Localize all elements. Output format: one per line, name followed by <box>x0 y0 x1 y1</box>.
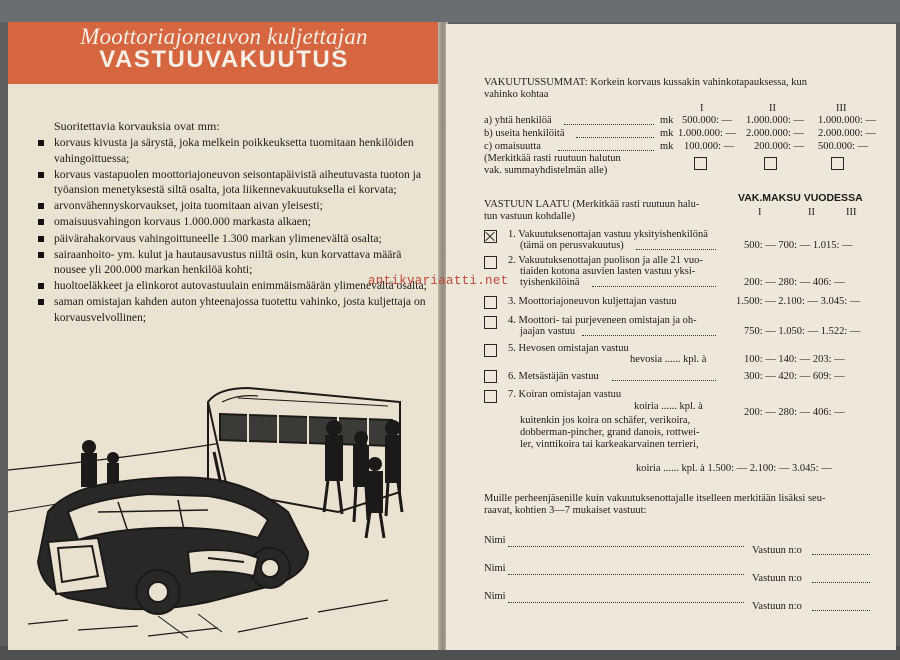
sums-value-iii: 2.000.000: — <box>818 128 877 139</box>
item-1-prices: 500: — 700: — 1.015: — <box>744 240 853 251</box>
dog-note-line-2: dobberman-pincher, grand danois, rottwei- <box>520 427 700 438</box>
vastuu-field[interactable] <box>812 610 870 611</box>
list-item: korvaus kivusta ja särystä, joka melkein poikkeuksetta tuomitaan henkilöiden vahingoittuessa; <box>34 135 434 166</box>
quality-header-line-1: VASTUUN LAATU (Merkitkää rasti ruutuun halu- <box>484 199 700 210</box>
dog-note-line-3: ler, vinttikoira tai karkeakarvainen terrieri, <box>520 439 699 450</box>
quality-header-line-2: tun vastuun kohdalle) <box>484 211 575 222</box>
sums-value-i: 1.000.000: — <box>678 128 737 139</box>
col-header-iii: III <box>836 103 847 114</box>
list-item: omaisuusvahingon korvaus 1.000.000 markasta alkaen; <box>34 214 434 230</box>
name-field[interactable] <box>508 546 744 547</box>
item-3-line-1: 3. Moottoriajoneuvon kuljettajan vastuu <box>508 296 677 307</box>
item-5-line-1: 5. Hevosen omistajan vastuu <box>508 343 629 354</box>
vastuu-field[interactable] <box>812 554 870 555</box>
list-item: korvaus vastapuolen moottoriajoneuvon seisontapäivistä aiheutuvasta tuoton ja työansion menetyksestä siltä osalta, jota liikennevakuutuksella ei korvata; <box>34 167 434 198</box>
item-1-line-2: (tämä on perusvakuutus) <box>520 240 624 251</box>
item-5-checkbox[interactable] <box>484 344 497 357</box>
compensation-list <box>34 135 434 326</box>
vastuu-label: Vastuun n:o <box>752 573 802 584</box>
sums-unit: mk <box>660 115 674 126</box>
sums-value-i: 100.000: — <box>684 141 735 152</box>
item-4-line-2: jaajan vastuu <box>520 326 576 337</box>
item-2-line-1: 2. Vakuutuksenottajan puolison ja alle 21 vuo- <box>508 255 703 266</box>
right-page <box>446 24 896 650</box>
sums-header-line-1: VAKUUTUSSUMMAT: Korkein korvaus kussakin vahinkotapauksessa, kun <box>484 77 808 88</box>
family-note-line-2: raavat, kohtien 3—7 mukaiset vastuut: <box>484 505 647 516</box>
premium-col-iii: III <box>846 207 857 218</box>
list-item: arvonvähennyskorvaukset, joita tuomitaan aivan yleisesti; <box>34 198 434 214</box>
title-banner <box>8 22 440 84</box>
list-item: sairaanhoito- ym. kulut ja hautausavustus niiltä osin, kun korvattava määrä nousee yli 200.000 markan henkilöä kohti; <box>34 247 434 278</box>
item-4-checkbox[interactable] <box>484 316 497 329</box>
sums-unit: mk <box>660 141 674 152</box>
premium-header: VAK.MAKSU VUODESSA <box>738 192 863 204</box>
name-field[interactable] <box>508 602 744 603</box>
sums-value-ii: 200.000: — <box>754 141 805 152</box>
item-3-checkbox[interactable] <box>484 296 497 309</box>
left-page <box>8 22 440 650</box>
col-header-ii: II <box>769 103 776 114</box>
mark-note-line-2: vak. summayhdistelmän alle) <box>484 165 608 176</box>
item-1-checkbox[interactable] <box>484 230 497 243</box>
background-top <box>0 0 900 22</box>
item-6-checkbox[interactable] <box>484 370 497 383</box>
dog-note-line-1: kuitenkin jos koira on schäfer, verikoira, <box>520 415 691 426</box>
title-line-1: Moottoriajoneuvon kuljettajan <box>80 24 368 49</box>
dot-leader <box>582 335 716 336</box>
list-item: päivärahakorvaus vahingoittuneelle 1.300 markan ylimenevältä osalta; <box>34 231 434 247</box>
sum-option-iii-checkbox[interactable] <box>831 157 844 170</box>
dot-leader <box>576 137 654 138</box>
dot-leader <box>558 150 654 151</box>
col-header-i: I <box>700 103 704 114</box>
item-2-line-3: tyishenkilöinä <box>520 277 580 288</box>
dog-big-line: koiria ...... kpl. à 1.500: — 2.100: — 3.045: — <box>636 463 832 474</box>
item-3-prices: 1.500: — 2.100: — 3.045: — <box>736 296 861 307</box>
item-4-line-1: 4. Moottori- tai purjeveneen omistajan ja oh- <box>508 315 697 326</box>
item-2-prices: 200: — 280: — 406: — <box>744 277 845 288</box>
sums-value-iii: 1.000.000: — <box>818 115 877 126</box>
item-1-line-1: 1. Vakuutuksenottajan vastuu yksityishenkilönä <box>508 229 708 240</box>
watermark-text: antikvariaatti.net <box>368 274 509 288</box>
dot-leader <box>564 124 654 125</box>
item-5-line-2: hevosia ...... kpl. à <box>630 354 707 365</box>
list-item: huoltoeläkkeet ja elinkorot autovastuulain enimmäismäärän ylimenevältä osalta; <box>34 278 434 294</box>
item-7-line-2: koiria ...... kpl. à <box>634 401 703 412</box>
name-label: Nimi <box>484 591 506 602</box>
item-7-prices: 200: — 280: — 406: — <box>744 407 845 418</box>
intro-text: Suoritettavia korvauksia ovat mm: <box>54 119 220 133</box>
sums-label: b) useita henkilöitä <box>484 128 565 139</box>
name-label: Nimi <box>484 563 506 574</box>
item-2-checkbox[interactable] <box>484 256 497 269</box>
premium-col-ii: II <box>808 207 815 218</box>
sum-option-i-checkbox[interactable] <box>694 157 707 170</box>
dot-leader <box>612 380 716 381</box>
sums-value-ii: 2.000.000: — <box>746 128 805 139</box>
item-5-prices: 100: — 140: — 203: — <box>744 354 845 365</box>
sums-label: a) yhtä henkilöä <box>484 115 552 126</box>
title-line-2: VASTUUVAKUUTUS <box>99 46 349 73</box>
mark-note-line-1: (Merkitkää rasti ruutuun halutun <box>484 153 621 164</box>
dot-leader <box>592 286 716 287</box>
item-7-line-1: 7. Koiran omistajan vastuu <box>508 389 622 400</box>
accident-illustration <box>8 362 440 648</box>
sums-unit: mk <box>660 128 674 139</box>
sums-value-iii: 500.000: — <box>818 141 869 152</box>
sums-value-i: 500.000: — <box>682 115 733 126</box>
vastuu-label: Vastuun n:o <box>752 601 802 612</box>
dot-leader <box>636 249 716 250</box>
name-field[interactable] <box>508 574 744 575</box>
vastuu-field[interactable] <box>812 582 870 583</box>
premium-col-i: I <box>758 207 762 218</box>
item-7-checkbox[interactable] <box>484 390 497 403</box>
sums-header-line-2: vahinko kohtaa <box>484 89 549 100</box>
sums-label: c) omaisuutta <box>484 141 541 152</box>
vastuu-label: Vastuun n:o <box>752 545 802 556</box>
item-6-line-1: 6. Metsästäjän vastuu <box>508 371 599 382</box>
sums-value-ii: 1.000.000: — <box>746 115 805 126</box>
item-4-prices: 750: — 1.050: — 1.522: — <box>744 326 861 337</box>
list-item: saman omistajan kahden auton yhteenajossa tuotettu vahinko, josta kuljettaja on korvausvelvollinen; <box>34 294 434 325</box>
name-label: Nimi <box>484 535 506 546</box>
family-note-line-1: Muille perheenjäsenille kuin vakuutuksenottajalle itselleen merkitään lisäksi seu- <box>484 493 826 504</box>
sum-option-ii-checkbox[interactable] <box>764 157 777 170</box>
item-6-prices: 300: — 420: — 609: — <box>744 371 845 382</box>
item-2-line-2: tiaiden kotona asuvien lasten vastuu yksi- <box>520 266 696 277</box>
